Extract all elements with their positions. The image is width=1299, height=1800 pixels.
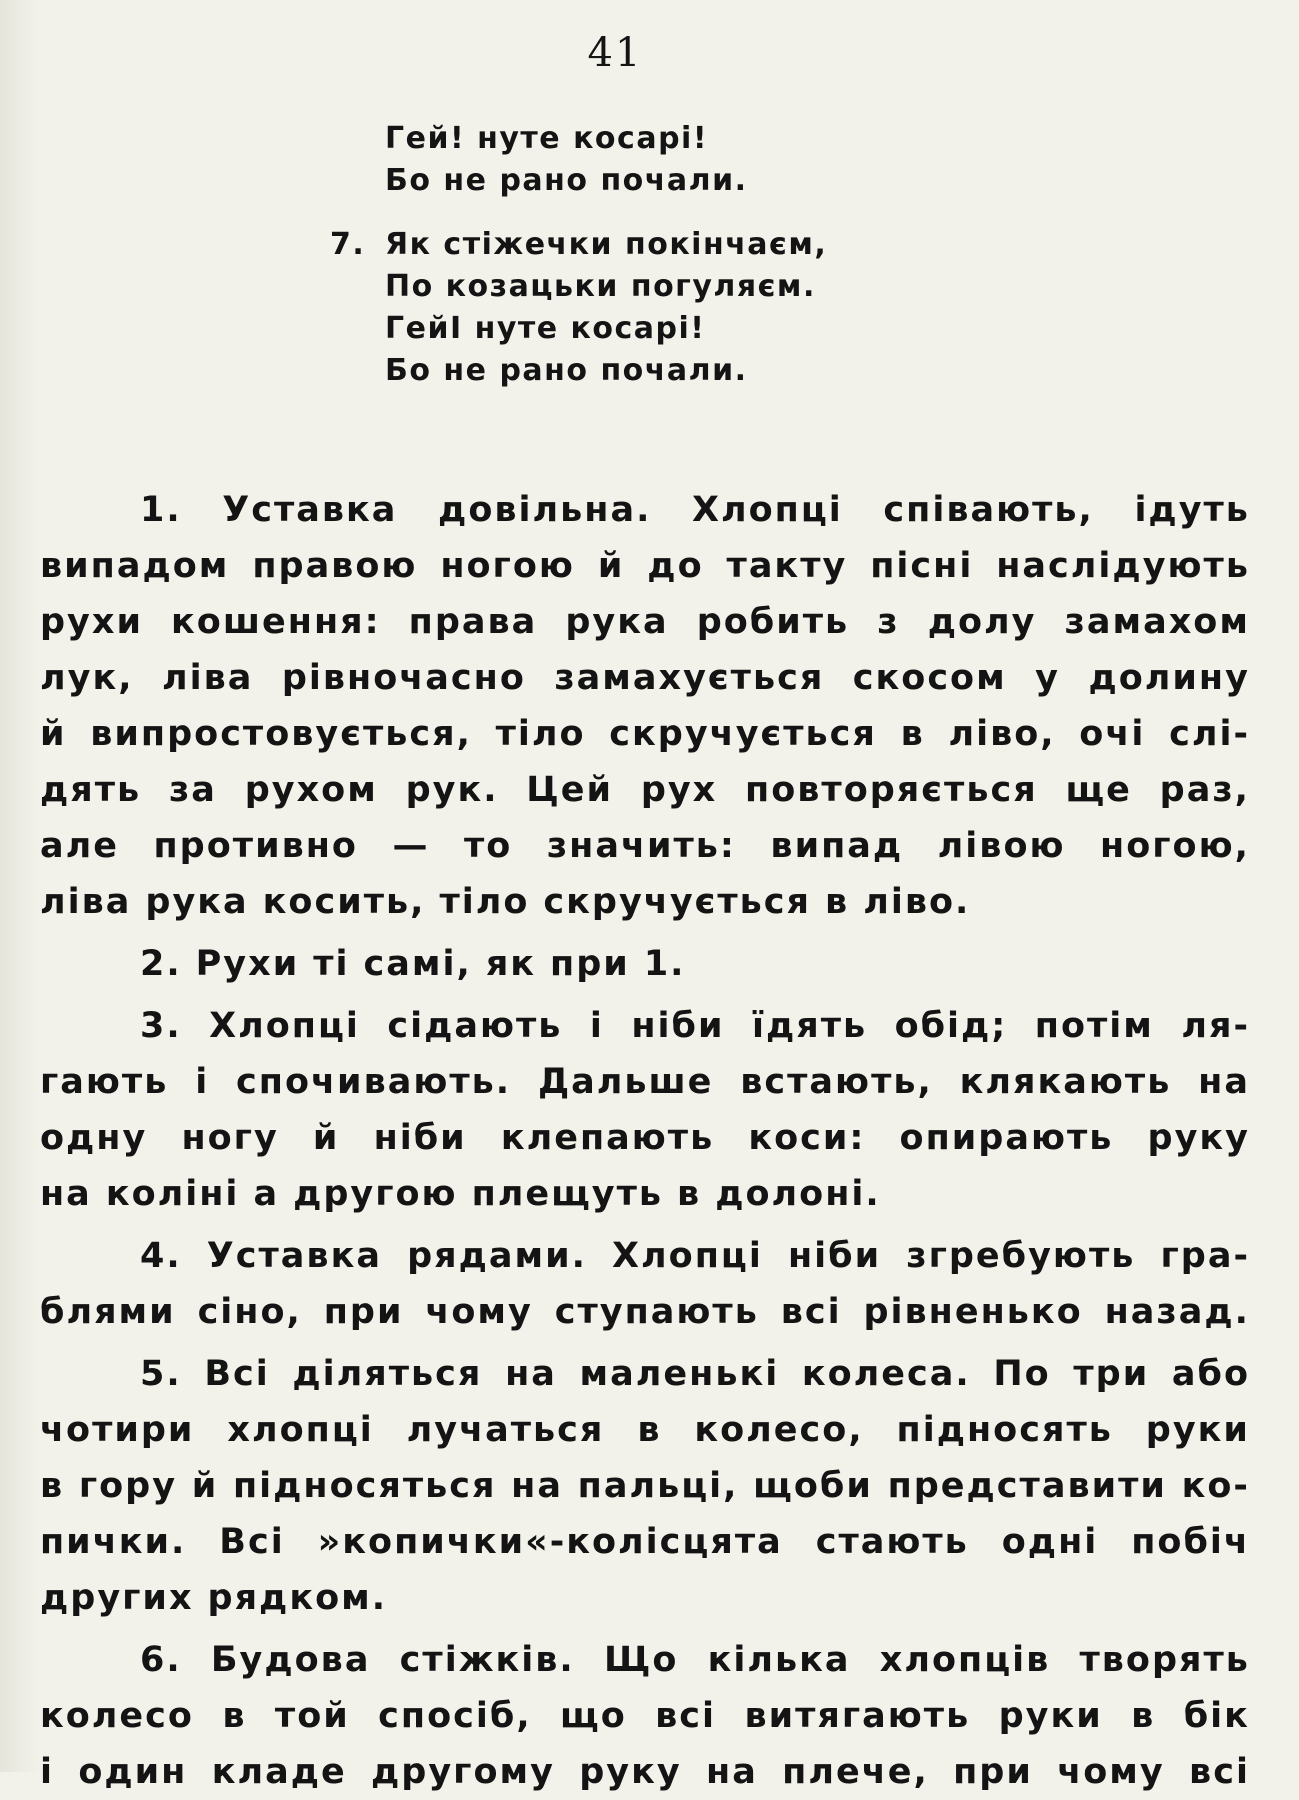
word: ліва	[40, 882, 132, 922]
word: в	[637, 1410, 662, 1450]
word: рук.	[405, 770, 499, 810]
word: Будова	[210, 1640, 371, 1680]
text-line	[40, 1458, 1250, 1514]
text-line	[40, 874, 1250, 930]
word: пички.	[40, 1522, 187, 1562]
word: на	[1198, 1062, 1250, 1102]
word: як	[485, 944, 537, 984]
word: кошення:	[171, 602, 381, 642]
word: скручується	[543, 882, 812, 922]
word: чому	[425, 1292, 533, 1332]
text-line	[40, 1402, 1250, 1458]
word: ногою,	[1100, 826, 1250, 866]
page-number: 41	[587, 30, 643, 76]
text-line	[40, 1688, 1250, 1744]
word: у	[1035, 658, 1060, 698]
word: діляться	[292, 1354, 483, 1394]
text-line	[40, 1166, 1250, 1222]
word: других	[40, 1578, 194, 1618]
word: за	[168, 770, 217, 810]
word: довільна.	[438, 490, 652, 530]
word: замахується	[554, 658, 825, 698]
verse-text: Бо не рано почали.	[385, 353, 748, 388]
word: тіло	[439, 882, 530, 922]
word: в	[825, 882, 850, 922]
word: 3.	[140, 1006, 182, 1046]
word: всі	[655, 1696, 717, 1736]
word: ногу	[181, 1118, 279, 1158]
word: при	[953, 1752, 1033, 1792]
word: дять	[40, 770, 142, 810]
word: їдять	[751, 1006, 868, 1046]
verse-text: Гей! нуте косарі!	[385, 121, 709, 156]
word: другому	[371, 1752, 555, 1792]
word: гра-	[1160, 1236, 1250, 1276]
word: Всі	[204, 1354, 270, 1394]
word: і	[40, 1752, 54, 1792]
word: випадом	[40, 546, 230, 586]
word: долу	[927, 602, 1037, 642]
word: плещуть	[471, 1174, 664, 1214]
word: щоби	[753, 1466, 873, 1506]
word: права	[408, 602, 538, 642]
word: 1.	[643, 944, 686, 984]
word: скосом	[852, 658, 1007, 698]
word: в	[1131, 1696, 1156, 1736]
word: Що	[603, 1640, 679, 1680]
word: 6.	[140, 1640, 182, 1680]
word: опирають	[899, 1118, 1114, 1158]
word: й	[597, 546, 625, 586]
text-line	[40, 1228, 1250, 1284]
word: ліва	[161, 658, 254, 698]
word: й	[191, 1466, 219, 1506]
word: гають	[40, 1062, 169, 1102]
word: ногою	[440, 546, 575, 586]
word: підносять	[896, 1410, 1113, 1450]
word: ко-	[1181, 1466, 1250, 1506]
stanza-gap	[330, 202, 950, 224]
word: на	[706, 1752, 758, 1792]
word: на	[505, 1354, 557, 1394]
text-line	[40, 706, 1250, 762]
word: лучаться	[406, 1410, 605, 1450]
text-line	[40, 1346, 1250, 1402]
word: Дальше	[537, 1062, 714, 1102]
word: Уставка	[206, 1236, 382, 1276]
text-line	[40, 1284, 1250, 1340]
word: Уставка	[222, 490, 398, 530]
word: кілька	[707, 1640, 851, 1680]
word: бік	[1183, 1696, 1250, 1736]
word: в	[677, 1174, 702, 1214]
text-line	[40, 538, 1250, 594]
word: стіжків.	[399, 1640, 575, 1680]
word: маленькі	[579, 1354, 780, 1394]
verse-text: Бо не рано почали.	[385, 163, 748, 198]
word: рівненько	[863, 1292, 1083, 1332]
word: але	[40, 826, 119, 866]
word: творять	[1079, 1640, 1250, 1680]
word: Всі	[219, 1522, 285, 1562]
word: наслідують	[996, 546, 1250, 586]
word: скручується	[609, 714, 877, 754]
word: очі	[1079, 714, 1146, 754]
word: чотири	[40, 1410, 195, 1450]
word: хлопців	[879, 1640, 1051, 1680]
word: хлопці	[227, 1410, 374, 1450]
word: стають	[815, 1522, 969, 1562]
text-line	[40, 1744, 1250, 1800]
word: спочивають.	[236, 1062, 512, 1102]
word: встають,	[740, 1062, 933, 1102]
verse-line	[330, 266, 950, 308]
word: одні	[1001, 1522, 1099, 1562]
word: руку	[1147, 1118, 1250, 1158]
word: повторяється	[745, 770, 1038, 810]
word: пісні	[870, 546, 974, 586]
word: згребують	[906, 1236, 1136, 1276]
word: ніби	[787, 1236, 882, 1276]
word: долоні.	[715, 1174, 881, 1214]
word: клепають	[500, 1118, 715, 1158]
verse-line	[330, 350, 950, 392]
word: й	[312, 1118, 340, 1158]
word: одну	[40, 1118, 148, 1158]
song-verse	[330, 118, 950, 392]
word: Рухи	[195, 944, 300, 984]
word: і	[195, 1062, 210, 1102]
word: чому	[1057, 1752, 1165, 1792]
word: рядком.	[207, 1578, 388, 1618]
word: руку	[579, 1752, 682, 1792]
word: долину	[1088, 658, 1250, 698]
word: кладе	[211, 1752, 347, 1792]
word: всі	[780, 1292, 842, 1332]
word: витягають	[744, 1696, 971, 1736]
word: що	[560, 1696, 627, 1736]
word: підносяться	[232, 1466, 497, 1506]
word: рухи	[40, 602, 143, 642]
word: в	[222, 1696, 247, 1736]
word: один	[78, 1752, 188, 1792]
word: побіч	[1131, 1522, 1250, 1562]
word: Цей	[526, 770, 614, 810]
text-line	[40, 650, 1250, 706]
word: »копички«-колісцята	[317, 1522, 783, 1562]
word: плече,	[782, 1752, 929, 1792]
word: 5.	[140, 1354, 182, 1394]
word: колеса.	[801, 1354, 971, 1394]
verse-number: 7.	[330, 227, 366, 262]
word: другою	[293, 1174, 458, 1214]
word: раз,	[1159, 770, 1250, 810]
word: 2.	[140, 944, 182, 984]
word: рухом	[244, 770, 378, 810]
word: 1.	[140, 490, 182, 530]
word: робить	[696, 602, 850, 642]
word: той	[274, 1696, 350, 1736]
word: рядами.	[407, 1236, 587, 1276]
word: ніби	[631, 1006, 725, 1046]
word: при	[550, 944, 630, 984]
verse-text: Як стіжечки покінчаєм,	[385, 227, 828, 262]
word: випростовується,	[90, 714, 472, 754]
word: рівночасно	[281, 658, 526, 698]
word: сіно,	[197, 1292, 302, 1332]
word: По	[993, 1354, 1051, 1394]
word: блями	[40, 1292, 176, 1332]
word: тіло	[495, 714, 586, 754]
text-line	[40, 594, 1250, 650]
word: сідають	[387, 1006, 563, 1046]
word: ліво,	[948, 714, 1056, 754]
word: випад	[770, 826, 904, 866]
word: і	[589, 1006, 604, 1046]
word: на	[40, 1174, 92, 1214]
word: Хлопці	[209, 1006, 360, 1046]
word: ніби	[373, 1118, 467, 1158]
word: Хлопці	[612, 1236, 763, 1276]
word: руки	[1145, 1410, 1250, 1450]
word: коліні	[105, 1174, 240, 1214]
word: всі	[1189, 1752, 1250, 1792]
word: на	[511, 1466, 563, 1506]
word: колесо	[40, 1696, 194, 1736]
word: Хлопці	[691, 490, 843, 530]
text-line	[40, 482, 1250, 538]
word: представити	[887, 1466, 1167, 1506]
text-line	[40, 1054, 1250, 1110]
word: співають,	[883, 490, 1094, 530]
word: потім	[1034, 1006, 1154, 1046]
verse-line	[330, 160, 950, 202]
word: то	[463, 826, 513, 866]
word: в	[40, 1466, 65, 1506]
word: противно	[153, 826, 358, 866]
word: значить:	[546, 826, 736, 866]
verse-line	[330, 118, 950, 160]
word: самі,	[363, 944, 472, 984]
word: слі-	[1169, 714, 1250, 754]
dance-instructions	[40, 482, 1250, 1800]
word: замахом	[1064, 602, 1250, 642]
text-line	[40, 1570, 1250, 1626]
word: правою	[252, 546, 418, 586]
text-line	[40, 762, 1250, 818]
word: з	[877, 602, 900, 642]
word: й	[40, 714, 67, 754]
word: рух	[640, 770, 718, 810]
text-line	[40, 1632, 1250, 1688]
word: рука	[145, 882, 249, 922]
word: при	[323, 1292, 404, 1332]
word: до	[647, 546, 704, 586]
word: пальці,	[577, 1466, 739, 1506]
verse-line	[330, 308, 950, 350]
word: ліво.	[863, 882, 971, 922]
word: ідуть	[1134, 490, 1250, 530]
word: лук,	[40, 658, 134, 698]
text-line	[40, 998, 1250, 1054]
text-line	[40, 936, 1250, 992]
word: або	[1171, 1354, 1250, 1394]
word: косить,	[262, 882, 426, 922]
word: а	[253, 1174, 280, 1214]
word: обід;	[894, 1006, 1008, 1046]
verse-text: ГейІ нуте косарі!	[385, 311, 706, 346]
verse-line	[330, 224, 950, 266]
word: ступають	[554, 1292, 759, 1332]
word: ті	[313, 944, 350, 984]
word: ля-	[1181, 1006, 1250, 1046]
verse-text: По козацьки погуляєм.	[385, 269, 816, 304]
word: такту	[726, 546, 848, 586]
text-line	[40, 818, 1250, 874]
word: ще	[1065, 770, 1132, 810]
word: руки	[998, 1696, 1103, 1736]
word: 4.	[140, 1236, 182, 1276]
word: гору	[78, 1466, 178, 1506]
word: рука	[565, 602, 669, 642]
word: назад.	[1104, 1292, 1250, 1332]
word: три	[1073, 1354, 1150, 1394]
word: в	[900, 714, 925, 754]
text-line	[40, 1514, 1250, 1570]
word: спосіб,	[378, 1696, 532, 1736]
word: колесо,	[694, 1410, 864, 1450]
word: клякають	[959, 1062, 1172, 1102]
word: лівою	[937, 826, 1066, 866]
word: —	[392, 826, 430, 866]
word: коси:	[748, 1118, 866, 1158]
text-line	[40, 1110, 1250, 1166]
